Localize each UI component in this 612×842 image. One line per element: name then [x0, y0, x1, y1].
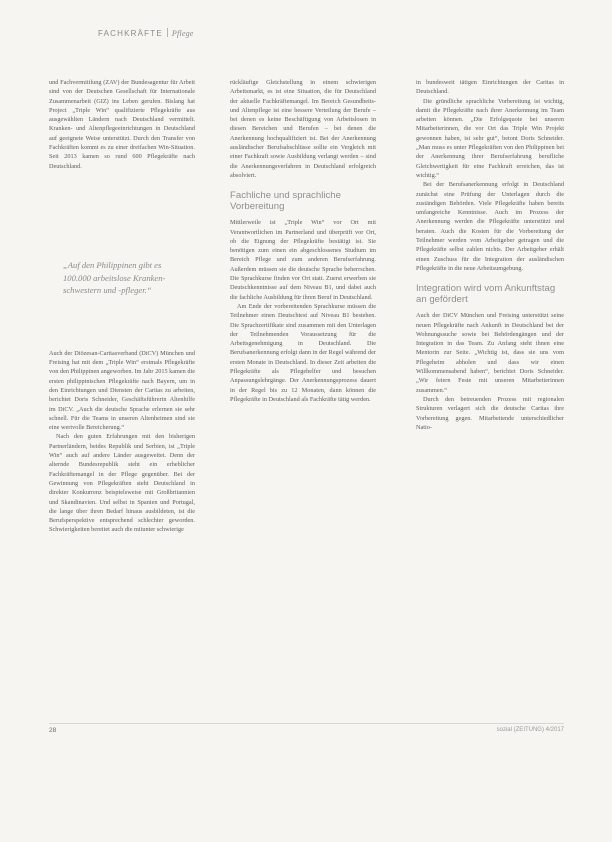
- column-3-paragraph: in bundesweit tätigen Einrichtungen der Caritas in Deutschland.: [416, 79, 564, 96]
- column-2-paragraph: rückläufige Gleichstellung in einem schwierigen Arbeitsmarkt, es ist eine Situation, die für Deutschland der aktuelle Fachkräftemangel. Im Bereich Gesundheits- und Altenpflege ist eine bessere Verteilung der Berufe – bei denen es keine Beschäftigung von Arbeitslosen in diesen Bereichen und Berufen – bei denen die Anerkennung hochqualifiziert ist. Bei der Anerkennung ausländischer Berufsabschlüsse sollte ein Vergleich mit einer Fachkraft sowie Ausbildung verlangt werden – sind die Anerkennungsverfahren in Deutschland erfolgreich absolviert.: [230, 79, 376, 179]
- column-3-paragraph: Die gründliche sprachliche Vorbereitung ist wichtig, damit die Pflegekräfte nach ihrer Anerkennung im Team arbeiten können. „Die Erfolgsquote bei unseren Mitarbeiterinnen, die vor Ort das Triple Win Projekt gewonnen haben, ist sehr gut“, betont Doris Schneider. „Man muss es unter Pflegekräften von den Philippinen bei der Anerkennung ihrer Berufserfahrung berufliche Gleichwertigkeit für eine Fachkraft erreichen, das ist wichtig.“: [416, 97, 564, 179]
- page-header: [98, 28, 194, 38]
- column-3-paragraph: Durch den betreuenden Prozess mit regionalen Strukturen verlagert sich die deutsche Caritas ihre Vorbereitung gegen. Mitarbeitende unterschiedlicher Natio-: [416, 395, 564, 431]
- section-title: FACHKRÄFTE: [98, 29, 163, 38]
- section-heading: Integration wird vom Ankunftstag an gefördert: [416, 283, 556, 306]
- page-number: 28: [49, 727, 57, 734]
- magazine-issue: sozial (ZEITUNG) 4/2017: [496, 727, 564, 733]
- column-3-paragraph: Bei der Berufsanerkennung erfolgt in Deutschland zunächst eine Prüfung der Unterlagen durch die zuständigen Behörden. Viele Pflegekräfte haben bereits umfangreiche Kenntnisse. Auch im Prozess der Anerkennung werden die Pflegekräfte unterstützt und beraten. Auch die Kosten für die Vorbereitung der Teilnehmer werden vom Arbeitgeber getragen und die Pflegekräfte selbst zahlen nichts. Der Arbeitgeber erhält einen Zuschuss für die Integration der ausländischen Pflegekräfte in die neue Arbeitsumgebung.: [416, 181, 564, 272]
- column-1-paragraph: und Fachvermittlung (ZAV) der Bundesagentur für Arbeit sind von der Deutschen Gesellschaft für Internationale Zusammenarbeit (GIZ) ins Leben gerufen. Bislang hat Project „Triple Win“ qualifizierte Pflegekräfte aus ausgewählten Ländern nach Deutschland vermittelt. Kranken- und Altenpflegeeinrichtungen in Deutschland auf geeignete Weise unterstützt. Durch den Transfer von Fachkräften kommt es zu einer dreifachen Win-Situation. Seit 2013 kamen so rund 600 Pflegekräfte nach Deutschland.: [49, 79, 195, 170]
- column-1-paragraph: Auch der Diözesan-Caritasverband (DiCV) München und Freising hat mit dem „Triple Win“ erstmals Pflegekräfte von den Philippinen angeworben. Im Jahr 2015 kamen die ersten philippinischen Pflegekräfte nach Bayern, um in den Einrichtungen und Diensten der Caritas zu arbeiten, berichtet Doris Schneider, Geschäftsführerin Altenhilfe im DiCV. „Auch die deutsche Sprache erlernen sie sehr schnell. Für die Teams in unseren Altenheimen sind sie eine wertvolle Bereicherung.“: [49, 349, 195, 432]
- column-2: [230, 78, 376, 404]
- header-divider: [167, 28, 168, 37]
- column-1: [49, 78, 195, 535]
- column-2-paragraph: Mittlerweile ist „Triple Win“ vor Ort mit Verantwortlichen im Partnerland und überprüft vor Ort, ob die Eignung der Pflegekräfte bestätigt ist. Sie benötigen zum einen ein abgeschlossenes Studium im Bereich Pflege und zum anderen Berufserfahrung. Außerdem müssen sie die deutsche Sprache beherrschen. Die Sprachkurse finden vor Ort statt. Zuerst erwerben sie Deutschkenntnisse auf dem Niveau B1, und dabei auch die fachliche Ausbildung für ihren Beruf in Deutschland.: [230, 219, 376, 301]
- column-3: [416, 78, 564, 432]
- section-subtitle: Pflege: [171, 29, 194, 38]
- column-3-paragraph: Auch der DiCV München und Freising unterstützt seine neuen Pflegekräfte nach Ankunft in Deutschland bei der Wohnungssuche sowie bei Behördengängen und der Integration in das Team. Zu Anfang steht ihnen eine Mentorin zur Seite. „Wichtig ist, dass sie uns vom Pflegeheim abholen und dass wir einen Willkommensabend haben“, berichtet Doris Schneider. „Wir feiern Feste mit unseren Mitarbeiterinnen zusammen.“: [416, 312, 564, 394]
- column-1-paragraph: Nach den guten Erfahrungen mit den bisherigen Partnerländern, beides Republik und Serbien, ist „Triple Win“ auch auf andere Länder ausgeweitet. Denn der alternde Bundesrepublik steht ein erheblicher Fachkräftemangel in der Pflege gegenüber. Bei der Gewinnung von Pflegekräften steht Deutschland in direkter Konkurrenz beispielsweise mit Großbritannien und Skandinavien. Und selbst in Spanien und Portugal, die lange über ihren Bedarf hinaus ausbildeten, ist die Berufsperspektive entsprechend schlechter geworden. Schwierigkeiten bereitet auch die mitunter schwierige: [49, 433, 195, 534]
- pull-quote: „Auf den Philippinen gibt es 100.000 arbeitslose Kranken-schwestern und -pfleger.“: [63, 259, 166, 296]
- column-2-paragraph: Am Ende der vorbereitenden Sprachkurse müssen die Teilnehmer einen Deutschtest auf Niveau B1 bestehen. Die Sprachzertifikate sind zusammen mit den Unterlagen der Teilnehmenden Voraussetzung für die Arbeitsgenehmigung in Deutschland. Die Berufsanerkennung erfolgt dann in der Regel während der ersten Monate in Deutschland. In dieser Zeit arbeiten die Pflegekräfte als Pflegehelfer und besuchen Anpassungslehrgänge. Der Anerkennungsprozess dauert in der Regel bis zu 12 Monaten, dann können die Pflegekräfte in Deutschland als Fachkräfte tätig werden.: [230, 302, 376, 403]
- section-heading: Fachliche und sprachliche Vorbereitung: [230, 190, 341, 213]
- footer-divider: [49, 723, 564, 724]
